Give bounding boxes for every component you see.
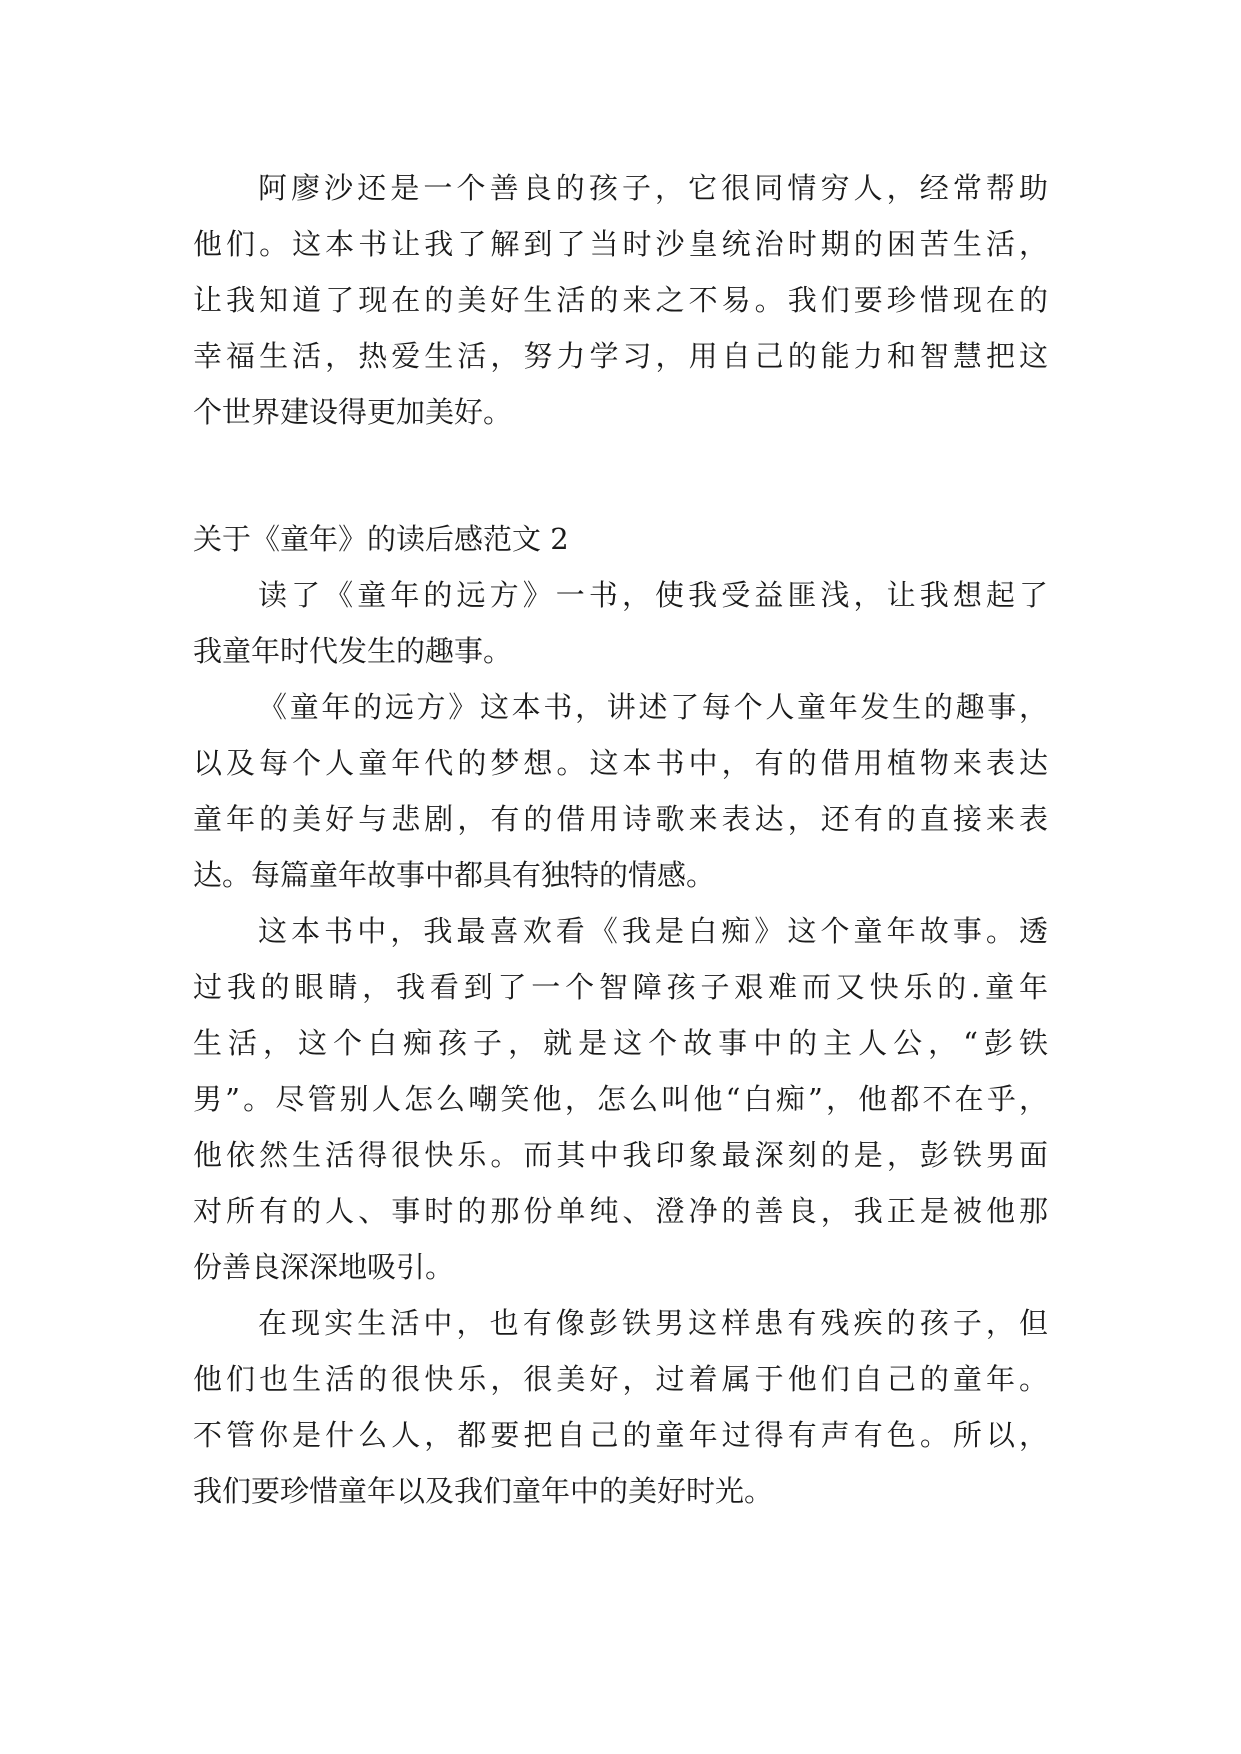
paragraph-5-line-4: 我们要珍惜童年以及我们童年中的美好时光。 (193, 1474, 774, 1508)
paragraph-4-line-1: 这本书中，我最喜欢看《我是白痴》这个童年故事。透 (258, 914, 1048, 948)
paragraph-4-line-2: 过我的眼睛，我看到了一个智障孩子艰难而又快乐的.童年 (193, 970, 1048, 1004)
paragraph-3-line-4: 达。每篇童年故事中都具有独特的情感。 (193, 858, 716, 892)
paragraph-2-line-1: 读了《童年的远方》一书，使我受益匪浅，让我想起了 (258, 578, 1048, 612)
paragraph-5-line-3: 不管你是什么人，都要把自己的童年过得有声有色。所以， (193, 1418, 1048, 1452)
paragraph-1-line-3: 让我知道了现在的美好生活的来之不易。我们要珍惜现在的 (193, 283, 1048, 317)
paragraph-4-line-4: 男”。尽管别人怎么嘲笑他，怎么叫他“白痴”，他都不在乎， (193, 1082, 1048, 1116)
paragraph-2-line-2: 我童年时代发生的趣事。 (193, 634, 513, 668)
paragraph-3-line-1: 《童年的远方》这本书，讲述了每个人童年发生的趣事， (258, 690, 1048, 724)
paragraph-3-line-3: 童年的美好与悲剧，有的借用诗歌来表达，还有的直接来表 (193, 802, 1048, 836)
paragraph-1-line-1: 阿廖沙还是一个善良的孩子，它很同情穷人，经常帮助 (258, 171, 1048, 205)
paragraph-4-line-3: 生活，这个白痴孩子，就是这个故事中的主人公，“彭铁 (193, 1026, 1048, 1060)
paragraph-5-line-2: 他们也生活的很快乐，很美好，过着属于他们自己的童年。 (193, 1362, 1048, 1396)
paragraph-5-line-1: 在现实生活中，也有像彭铁男这样患有残疾的孩子，但 (258, 1306, 1048, 1340)
paragraph-1-line-4: 幸福生活，热爱生活，努力学习，用自己的能力和智慧把这 (193, 339, 1048, 373)
paragraph-4-line-6: 对所有的人、事时的那份单纯、澄净的善良，我正是被他那 (193, 1194, 1048, 1228)
paragraph-4-line-7: 份善良深深地吸引。 (193, 1250, 455, 1284)
paragraph-3-line-2: 以及每个人童年代的梦想。这本书中，有的借用植物来表达 (193, 746, 1048, 780)
paragraph-1-line-2: 他们。这本书让我了解到了当时沙皇统治时期的困苦生活， (193, 227, 1048, 261)
paragraph-4-line-5: 他依然生活得很快乐。而其中我印象最深刻的是，彭铁男面 (193, 1138, 1048, 1172)
paragraph-1-line-5: 个世界建设得更加美好。 (193, 395, 513, 429)
section-heading: 关于《童年》的读后感范文 2 (193, 522, 569, 556)
